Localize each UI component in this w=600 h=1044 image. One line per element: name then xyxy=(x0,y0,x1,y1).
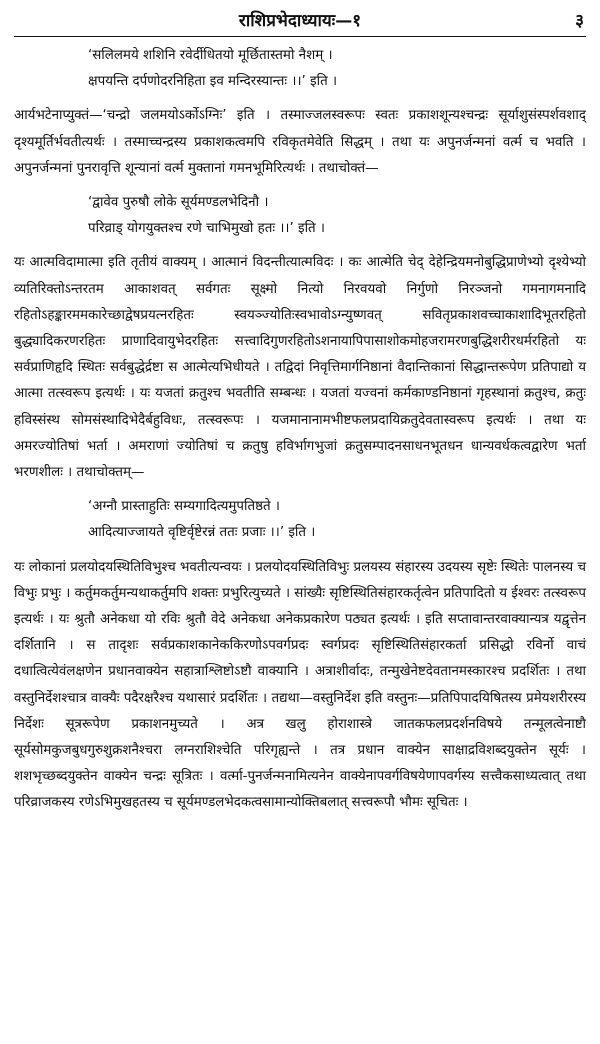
verse-block-1 xyxy=(14,43,586,95)
commentary-paragraph-1: आर्यभटेनाप्युक्तं—‘चन्द्रो जलमयोऽर्कोऽग्निः’ इति । तस्माज्जलस्वरूपः स्वतः प्रकाशशून्यश्चन्द्रः सूर्याशुसंस्पर्शवशाद् दृश्यमूर्तिर्भवतीत्यर्थः । तस्माच्चन्द्रस्य प्रकाशकत्वमपि रविकृतमेवेति सिद्धम् । तथा यः अपुनर्जन्मनां वर्त्म च भवति । अपुनर्जन्मनां पुनरावृत्ति शून्यानां वर्त्म मुक्तानां गमनभूमिरित्यर्थः । तथाचोक्तं— xyxy=(14,108,586,176)
verse-line: आदित्याज्जायते वृष्टिर्वृष्टेरन्नं ततः प्रजाः ।।’ इति । xyxy=(88,525,316,541)
running-header xyxy=(14,6,586,36)
header-rule xyxy=(14,36,586,37)
verse-line: ‘सलिलमये शशिनि रवेर्दीधितयो मूर्छितास्तमो नैशम् । xyxy=(88,48,333,63)
page-number: ३ xyxy=(575,11,584,31)
commentary-paragraph-2: यः आत्मविदामात्मा इति तृतीयं वाक्यम् । आत्मानं विदन्तीत्यात्मविदः । कः आत्मेति चेद् देहेन्द्रियमनोबुद्धिप्राणेभ्यो दृश्येभ्यो व्यतिरिक्तोऽन्तरतम आकाशवत् सर्वगतः सूक्ष्मो नित्यो निरवयवो निर्गुणो निरञ्जनो गमनागमनादि रहितोऽहङ्कारममकारेच्छाद्वेषप्रयत्नरहितः स्वयञ्ज्योतिःस्वभावोऽग्न्युष्णवत् सवितृप्रकाशवच्चाकाशादिभूतरहितो बुद्ध्यादिकरणरहितः प्राणादिवायुभेदरहितः सत्त्वादिगुणरहितोऽशनायापिपासाशोकमोहजरामरणबुद्धिशरीरधर्मरहितो यः सर्वप्राणिहृदि स्थितः सर्वबुद्धेर्द्रष्टा स आत्मेत्यभिधीयते । तद्विदां निवृत्तिमार्गनिष्ठानां वैदान्तिकानां सिद्धान्तरूपेण प्रतिपाद्यो य आत्मा तत्स्वरूप इत्यर्थः । यः यजतां क्रतुश्च भवतीति सम्बन्धः । यजतां यज्वनां कर्मकाण्डनिष्ठानां गृहस्थानां क्रतुश्च, क्रतुः हविस्संस्थ सोमसंस्थादिभेदैर्बहुविधः, तत्स्वरूपः । यजमानानामभीष्टफलप्रदायिक्रतुदेवतास्वरूप इत्यर्थः । तथा यः अमरज्योतिषां भर्ता । अमराणां ज्योतिषां च क्रतुषु हविर्भागभुजां क्रतुसम्पादनसाधनभूतधन धान्यवर्धकत्वद्वारेण भर्ता भरणशीलः । तथाचोक्तम्— xyxy=(14,255,586,481)
verse-line: ‘अग्नौ प्रास्ताहुतिः सम्यगादित्यमुपतिष्ठते । xyxy=(88,499,280,515)
chapter-title: राशिप्रभेदाध्यायः—१ xyxy=(238,11,362,31)
verse-line: ‘द्वावेव पुरुषौ लोके सूर्यमण्डलभेदिनौ । xyxy=(88,195,269,211)
verse-block-3 xyxy=(14,494,586,546)
verse-block-2 xyxy=(14,190,586,242)
verse-line: क्षपयन्ति दर्पणोदरनिहिता इव मन्दिरस्यान्तः ।।’ इति । xyxy=(88,74,338,90)
verse-line: परिव्राड् योगयुक्तश्च रणे चाभिमुखो हतः ।।’ इति । xyxy=(88,221,326,237)
commentary-paragraph-3: यः लोकानां प्रलयोदयस्थितिविभुश्च भवतीत्यन्वयः । प्रलयोदयस्थितिविभुः प्रलयस्य संहारस्य उदयस्य सृष्टेः स्थितेः पालनस्य च विभुः प्रभुः । कर्तुमकर्तुमन्यथाकर्तुमपि शक्तः प्रभुरित्युच्यते । सांख्यैः सृष्टिस्थितिसंहारकर्तृत्वेन प्रतिपादितो य ईश्वरः तत्स्वरूप इत्यर्थः । यः श्रुतौ अनेकधा यो रविः श्रुतौ वेदे अनेकधा अनेकप्रकारेण पठ्यत इत्यर्थः । इति सप्तावान्तरवाक्यान्यत्र यद्वृत्तेन दर्शितानि । स तादृशः सर्वप्रकाशकानेककिरणोऽपवर्गप्रदः स्वर्गप्रदः सृष्टिस्थितिसंहारकर्ता प्रसिद्धो रविर्नो वाचं दधात्वित्येवंलक्षणेन प्रधानवाक्येन सहात्राश्लिष्टोऽष्टौ वाक्यानि । अत्राशीर्वादः, तन्मुखेनेष्टदेवतानमस्कारश्च प्रदर्शितः । तथा वस्तुनिर्देशश्चात्र वाक्यैः पदैरक्षरैश्च यथासारं प्रदर्शितः । तद्यथा—वस्तुनिर्देश इति वस्तुनः—प्रतिपिपादयिषितस्य प्रमेयशरीरस्य निर्देशः सूत्ररूपेण प्रकाशनमुच्यते । अत्र खलु होराशास्त्रे जातकफलप्रदर्शनविषये तन्मूलत्वेनाष्टौ सूर्यसोमकुजबुधगुरुशुक्रशनैश्चरा लग्नराशिश्चेति परिगृह्यन्ते । तत्र प्रधान वाक्येन साक्षाद्रविशब्दयुक्तेन सूर्यः । शशभृच्छब्दयुक्तेन वाक्येन चन्द्रः सूत्रितः । वर्त्मा-पुनर्जन्मनामित्यनेन वाक्येनापवर्गविषयेणापवर्गस्य सत्त्वैकसाध्यत्वात् तथा परिव्राजकस्य रणेऽभिमुखहतस्य च सूर्यमण्डलभेदकत्वसामान्योक्तिबलात् सत्त्वरूपौ भौमः सूचितः । xyxy=(14,559,586,811)
